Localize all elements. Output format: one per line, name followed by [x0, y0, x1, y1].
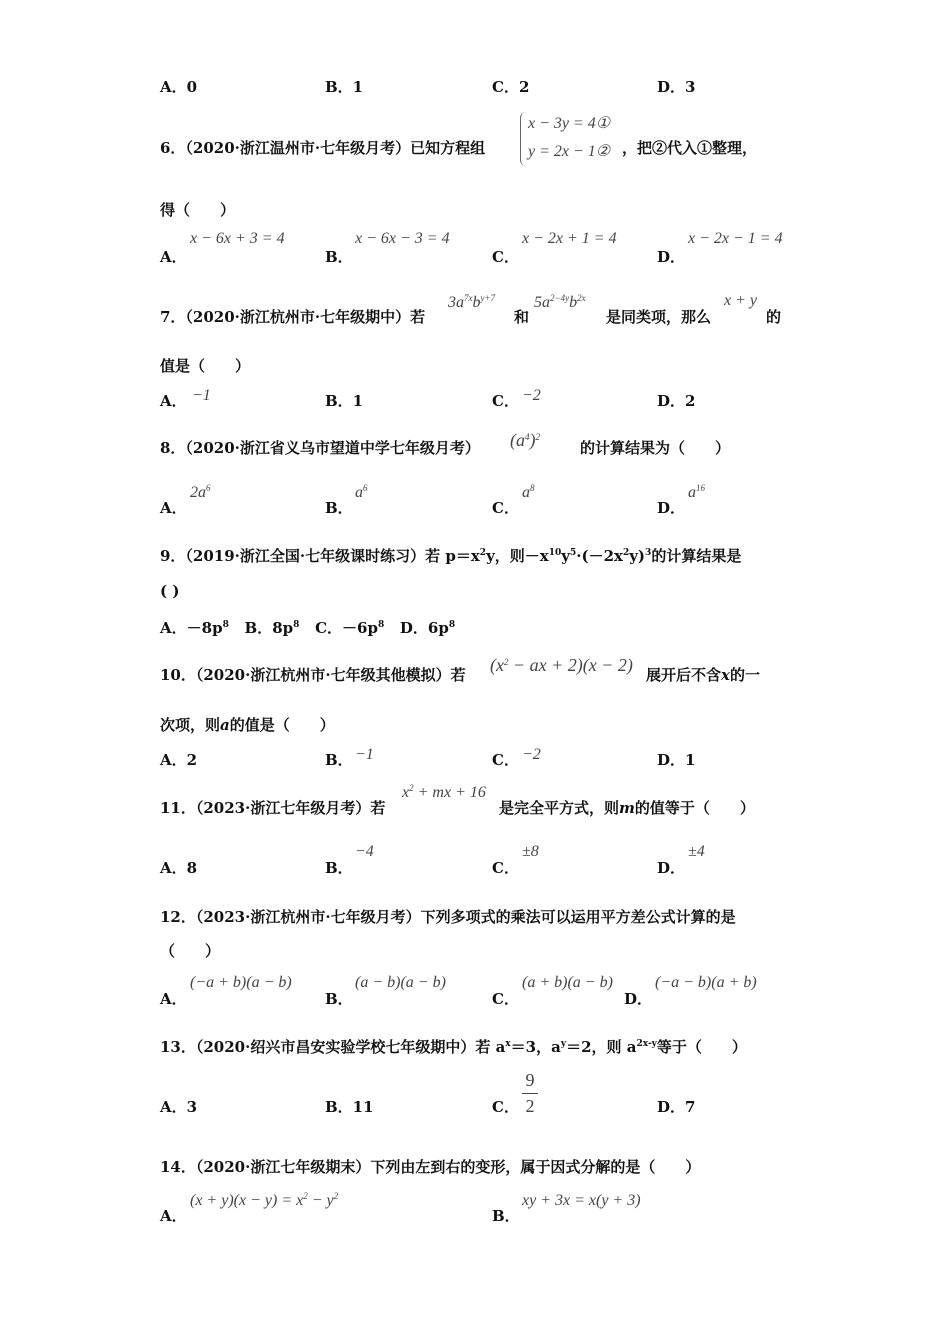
- q6-option-d: D．: [657, 248, 686, 266]
- q7-option-c-math: −2: [522, 387, 541, 404]
- q9-option-c: C．$-6p^8$: [315, 619, 385, 637]
- q7-option-a-math: −1: [192, 387, 211, 404]
- q10-option-c-math: −2: [522, 746, 541, 763]
- q7-term2: $5a^{2-4y}b^{2x}$: [534, 293, 586, 311]
- q8-option-c-math: $a^8$: [522, 483, 535, 501]
- q7-stem-end: 的: [766, 308, 782, 326]
- q6-option-b-math: x − 6x − 3 = 4: [355, 230, 450, 247]
- q14-option-a: A．: [160, 1207, 187, 1225]
- q7-term1: $3a^{7x}b^{y+7}$: [448, 293, 496, 311]
- q11-option-d: D．: [657, 859, 686, 877]
- q9-stem-line2: ( ): [160, 582, 180, 600]
- q12-option-d-math: (−a − b)(a + b): [655, 974, 757, 991]
- option-a: A．0: [160, 78, 198, 96]
- q11-option-a: A．8: [160, 859, 198, 877]
- q9-options: [160, 617, 455, 638]
- q7-option-b: B．1: [325, 392, 364, 410]
- q7-sum: x + y: [724, 292, 757, 309]
- q12-option-d: D．: [624, 990, 653, 1008]
- q6-stem-end: ，把②代入①整理，: [622, 139, 758, 157]
- option-c: C．2: [492, 78, 530, 96]
- q14-option-a-math: $(x + y)(x - y) = x^2 - y^2$: [190, 1191, 339, 1209]
- q10-option-b: B．: [325, 751, 353, 769]
- q6-option-a: A．: [160, 248, 187, 266]
- q8-option-d: D．: [657, 499, 686, 517]
- q12-stem: 12．（2023·浙江杭州市·七年级月考）下列多项式的乘法可以运用平方差公式计算的是: [160, 908, 736, 926]
- q14-option-b: B．: [492, 1207, 520, 1225]
- q6-option-b: B．: [325, 248, 353, 266]
- option-d: D．3: [657, 78, 696, 96]
- q10-expr: ($x^2$ − ax + 2)(x − 2): [490, 655, 633, 675]
- q12-option-c: C．: [492, 990, 519, 1008]
- q11-stem: 11．（2023·浙江七年级月考）若: [160, 799, 386, 817]
- q11-option-b: B．: [325, 859, 353, 877]
- option-b: B．1: [325, 78, 364, 96]
- q8-option-c: C．: [492, 499, 519, 517]
- q7-stem: 7．（2020·浙江杭州市·七年级期中）若: [160, 308, 426, 326]
- q13-option-b: B．11: [325, 1098, 374, 1116]
- q6-option-c: C．: [492, 248, 519, 266]
- q6-eq1: x − 3y = 4①: [528, 115, 611, 132]
- q13-option-c-fraction: 9 2: [522, 1070, 538, 1117]
- q6-stem-line2: 得（ ）: [160, 201, 236, 219]
- q11-option-d-math: ±4: [688, 843, 705, 860]
- q8-option-d-math: $a^{16}$: [688, 483, 705, 501]
- q8-stem-end: 的计算结果为（ ）: [580, 439, 731, 457]
- q13-option-c: C．: [492, 1098, 519, 1116]
- q8-option-b-math: $a^6$: [355, 483, 368, 501]
- q6-stem: 6．（2020·浙江温州市·七年级月考）已知方程组: [160, 139, 486, 157]
- q9-stem: 9．（2019·浙江全国·七年级课时练习）若 $p=x^2y$，则$-x^{10}y^5\cdot(-2x^2y)^3$的计算结果是: [160, 547, 742, 565]
- q11-stem-end: 是完全平方式，则m的值等于（ ）: [499, 799, 755, 817]
- q10-stem: 10．（2020·浙江杭州市·七年级其他模拟）若: [160, 666, 466, 684]
- q9-option-a: A．$-8p^8$: [160, 619, 229, 637]
- q8-stem: 8．（2020·浙江省义乌市望道中学七年级月考）: [160, 439, 480, 457]
- q10-stem-end: 展开后不含x的一: [646, 666, 760, 684]
- q8-option-a-math: $2a^6$: [190, 483, 211, 501]
- q12-stem-line2: （ ）: [160, 942, 221, 960]
- q9-option-b: B．$8p^8$: [244, 619, 300, 637]
- q7-option-c: C．: [492, 392, 519, 410]
- q12-option-c-math: (a + b)(a − b): [522, 974, 613, 991]
- q10-option-a: A．2: [160, 751, 198, 769]
- q14-option-b-math: xy + 3x = x(y + 3): [522, 1192, 641, 1209]
- q14-stem: 14．（2020·浙江七年级期末）下列由左到右的变形，属于因式分解的是（ ）: [160, 1158, 701, 1176]
- q10-stem-line2: 次项，则a的值是（ ）: [160, 716, 335, 734]
- q11-expr: $x^2$ + mx + 16: [402, 783, 486, 801]
- q13-option-d: D．7: [657, 1098, 696, 1116]
- q12-option-a: A．: [160, 990, 187, 1008]
- q7-option-d: D．2: [657, 392, 696, 410]
- q13-stem: 13．（2020·绍兴市昌安实验学校七年级期中）若 $a^x=3$，$a^y=2$，则 $a^{2x-y}$等于（ ）: [160, 1038, 747, 1056]
- q6-option-a-math: x − 6x + 3 = 4: [190, 230, 285, 247]
- q6-eq2: y = 2x − 1②: [528, 143, 611, 160]
- q10-option-d: D．1: [657, 751, 696, 769]
- q8-option-b: B．: [325, 499, 353, 517]
- q7-and: 和: [514, 308, 530, 326]
- q12-option-a-math: (−a + b)(a − b): [190, 974, 292, 991]
- q10-option-b-math: −1: [355, 746, 374, 763]
- q11-option-b-math: −4: [355, 843, 374, 860]
- q7-stem-mid: 是同类项，那么: [606, 308, 712, 326]
- q8-expr: $(a^4)^2$: [510, 430, 540, 450]
- q11-option-c-math: ±8: [522, 843, 539, 860]
- q6-option-d-math: x − 2x − 1 = 4: [688, 230, 783, 247]
- q13-option-a: A．3: [160, 1098, 198, 1116]
- q12-option-b-math: (a − b)(a − b): [355, 974, 446, 991]
- q11-option-c: C．: [492, 859, 519, 877]
- q8-option-a: A．: [160, 499, 187, 517]
- q10-option-c: C．: [492, 751, 519, 769]
- q7-stem-line2: 值是（ ）: [160, 357, 251, 375]
- q7-option-a: A．: [160, 392, 187, 410]
- q12-option-b: B．: [325, 990, 353, 1008]
- q6-option-c-math: x − 2x + 1 = 4: [522, 230, 617, 247]
- q9-option-d: D．$6p^8$: [399, 619, 456, 637]
